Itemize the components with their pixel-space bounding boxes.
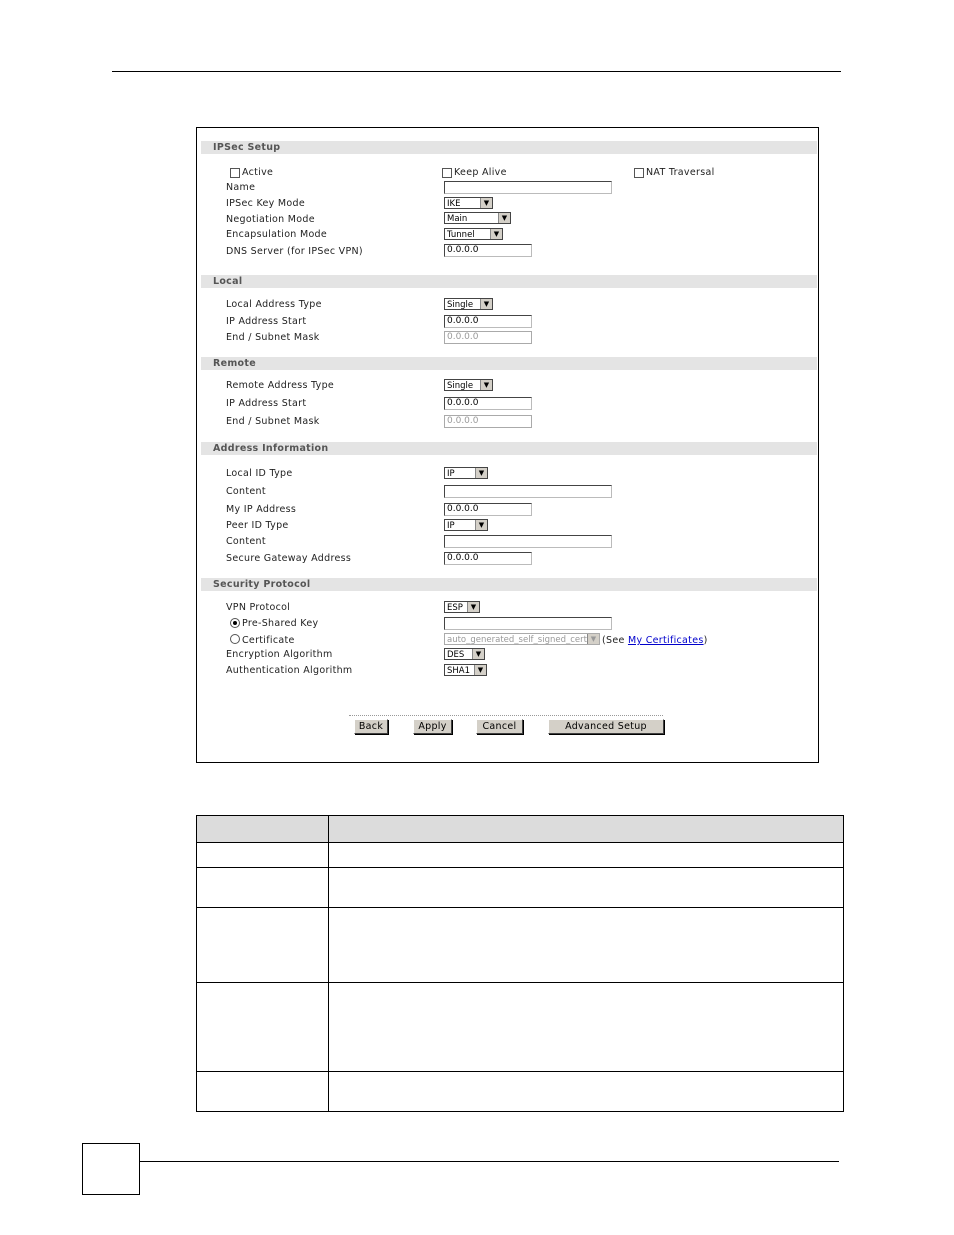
local-content-label: Content	[226, 486, 266, 497]
keep-alive-checkbox[interactable]	[442, 168, 452, 178]
local-content-input[interactable]	[444, 485, 612, 498]
chevron-down-icon: ▼	[480, 198, 492, 208]
secure-gateway-input[interactable]: 0.0.0.0	[444, 552, 532, 565]
field-description-table	[196, 815, 844, 1112]
peer-content-label: Content	[226, 536, 266, 547]
chevron-down-icon: ▼	[587, 634, 599, 644]
section-security-protocol: Security Protocol	[201, 578, 817, 591]
local-end-mask-input[interactable]: 0.0.0.0	[444, 331, 532, 344]
table-cell	[329, 983, 844, 1072]
keep-alive-label: Keep Alive	[454, 167, 507, 178]
see-prefix: (See	[602, 635, 628, 646]
authentication-label: Authentication Algorithm	[226, 665, 353, 676]
dns-server-input[interactable]: 0.0.0.0	[444, 244, 532, 257]
encapsulation-mode-label: Encapsulation Mode	[226, 229, 328, 240]
local-id-type-select[interactable]	[444, 467, 488, 479]
table-cell	[197, 816, 329, 843]
authentication-select[interactable]	[444, 664, 487, 676]
table-cell	[197, 908, 329, 983]
local-end-mask-label: End / Subnet Mask	[226, 332, 320, 343]
chevron-down-icon: ▼	[467, 602, 479, 612]
section-remote: Remote	[201, 357, 817, 370]
table-cell	[329, 1072, 844, 1112]
local-address-type-select[interactable]	[444, 298, 493, 310]
local-address-type-label: Local Address Type	[226, 299, 322, 310]
apply-button[interactable]: Apply	[413, 719, 452, 734]
table-cell	[197, 868, 329, 908]
back-button[interactable]: Back	[354, 719, 388, 734]
header-rule	[112, 71, 841, 72]
certificate-radio[interactable]	[230, 634, 240, 644]
chevron-down-icon: ▼	[498, 213, 510, 223]
authentication-value: SHA1	[447, 666, 471, 676]
see-suffix: )	[703, 635, 708, 646]
encapsulation-mode-value: Tunnel	[447, 230, 475, 240]
negotiation-mode-value: Main	[447, 214, 468, 224]
table-cell	[329, 868, 844, 908]
negotiation-mode-select[interactable]	[444, 212, 511, 224]
ipsec-key-mode-select[interactable]	[444, 197, 493, 209]
name-input[interactable]	[444, 181, 612, 194]
footer-rule	[140, 1161, 839, 1162]
pre-shared-key-input[interactable]	[444, 617, 612, 630]
advanced-setup-button[interactable]: Advanced Setup	[548, 719, 664, 734]
negotiation-mode-label: Negotiation Mode	[226, 214, 315, 225]
table-row	[197, 908, 844, 983]
table-row	[197, 843, 844, 868]
nat-traversal-checkbox[interactable]	[634, 168, 644, 178]
remote-ip-start-label: IP Address Start	[226, 398, 307, 409]
table-cell	[197, 1072, 329, 1112]
local-ip-start-input[interactable]: 0.0.0.0	[444, 315, 532, 328]
encapsulation-mode-select[interactable]	[444, 228, 503, 240]
certificate-select[interactable]	[444, 633, 600, 645]
active-label: Active	[242, 167, 274, 178]
chevron-down-icon: ▼	[474, 665, 486, 675]
table-row	[197, 868, 844, 908]
certificate-label: Certificate	[242, 635, 295, 646]
local-ip-start-label: IP Address Start	[226, 316, 307, 327]
chevron-down-icon: ▼	[475, 520, 487, 530]
remote-ip-start-input[interactable]: 0.0.0.0	[444, 397, 532, 410]
active-checkbox[interactable]	[230, 168, 240, 178]
peer-id-type-select[interactable]	[444, 519, 488, 531]
table-cell	[329, 816, 844, 843]
peer-id-type-value: IP	[447, 521, 455, 531]
table-row	[197, 983, 844, 1072]
remote-end-mask-input[interactable]: 0.0.0.0	[444, 415, 532, 428]
pre-shared-key-label: Pre-Shared Key	[242, 618, 319, 629]
vpn-protocol-select[interactable]	[444, 601, 480, 613]
my-certificates-link[interactable]: My Certificates	[627, 635, 704, 646]
vpn-protocol-value: ESP	[447, 603, 463, 613]
chevron-down-icon: ▼	[475, 468, 487, 478]
pre-shared-key-radio[interactable]	[230, 618, 240, 628]
vpn-protocol-label: VPN Protocol	[226, 602, 291, 613]
peer-content-input[interactable]	[444, 535, 612, 548]
secure-gateway-label: Secure Gateway Address	[226, 553, 352, 564]
chevron-down-icon: ▼	[472, 649, 484, 659]
section-ipsec-setup: IPSec Setup	[201, 141, 817, 154]
vpn-rule-edit-screen	[196, 127, 819, 763]
section-address-information: Address Information	[201, 442, 817, 455]
table-cell	[329, 843, 844, 868]
section-local: Local	[201, 275, 817, 288]
chevron-down-icon: ▼	[480, 380, 492, 390]
my-ip-input[interactable]: 0.0.0.0	[444, 503, 532, 516]
local-id-type-label: Local ID Type	[226, 468, 293, 479]
nat-traversal-label: NAT Traversal	[646, 167, 715, 178]
dns-server-label: DNS Server (for IPSec VPN)	[226, 246, 363, 257]
remote-address-type-select[interactable]	[444, 379, 493, 391]
chevron-down-icon: ▼	[490, 229, 502, 239]
certificate-value: auto_generated_self_signed_cert	[447, 635, 587, 645]
table-row	[197, 1072, 844, 1112]
table-cell	[197, 983, 329, 1072]
encryption-label: Encryption Algorithm	[226, 649, 333, 660]
page-number-box	[82, 1143, 140, 1195]
table-header-row	[197, 816, 844, 843]
table-cell	[329, 908, 844, 983]
encryption-select[interactable]	[444, 648, 485, 660]
see-certificates-text	[602, 635, 708, 647]
name-label: Name	[226, 182, 256, 193]
ipsec-key-mode-label: IPSec Key Mode	[226, 198, 305, 209]
remote-address-type-label: Remote Address Type	[226, 380, 335, 391]
remote-end-mask-label: End / Subnet Mask	[226, 416, 320, 427]
local-id-type-value: IP	[447, 469, 455, 479]
remote-address-type-value: Single	[447, 381, 474, 391]
button-divider	[349, 715, 663, 716]
my-ip-label: My IP Address	[226, 504, 297, 515]
local-address-type-value: Single	[447, 300, 474, 310]
ipsec-key-mode-value: IKE	[447, 199, 461, 209]
encryption-value: DES	[447, 650, 465, 660]
table-cell	[197, 843, 329, 868]
peer-id-type-label: Peer ID Type	[226, 520, 289, 531]
chevron-down-icon: ▼	[480, 299, 492, 309]
cancel-button[interactable]: Cancel	[476, 719, 523, 734]
